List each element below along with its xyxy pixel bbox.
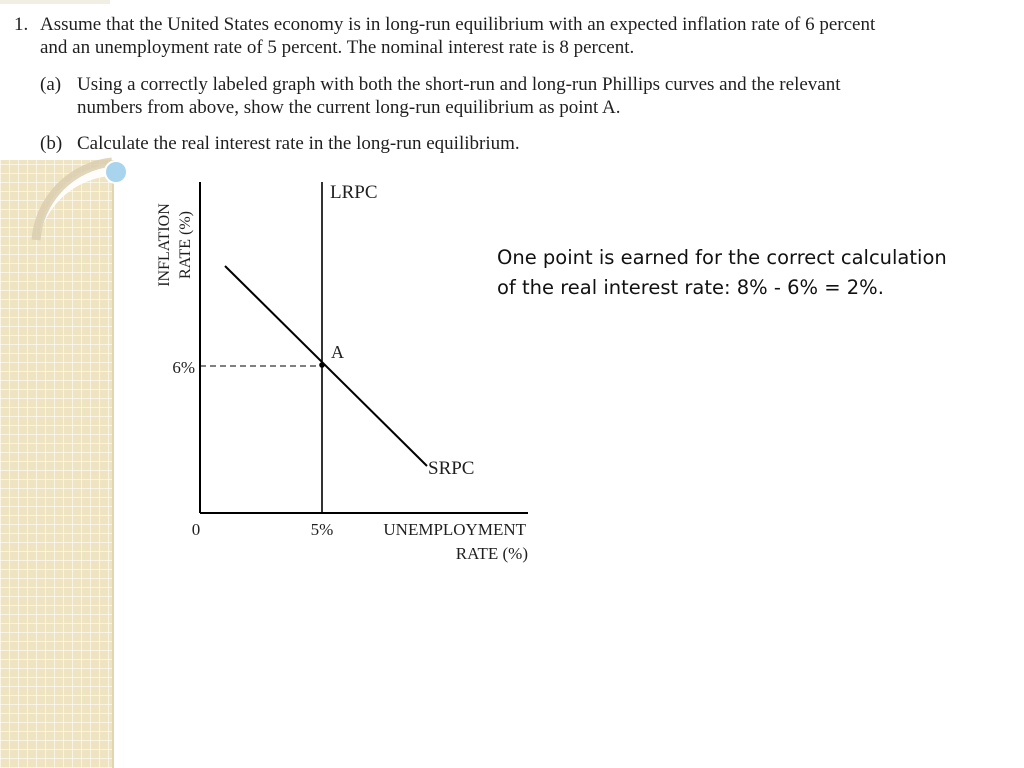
lrpc-label: LRPC (330, 182, 378, 203)
part-a-text-line: Using a correctly labeled graph with both the short-run and long-run Phillips curves and the relevant (77, 74, 841, 95)
part-a-text-line: numbers from above, show the current long-run equilibrium as point A. (77, 97, 621, 118)
decorative-ring (0, 150, 140, 270)
y-axis-label-line: INFLATION (156, 203, 173, 287)
question-text-line: and an unemployment rate of 5 percent. The nominal interest rate is 8 percent. (40, 37, 635, 58)
scoring-note (497, 243, 1007, 303)
phillips-curve-graph (140, 168, 540, 568)
question-text-line: Assume that the United States economy is in long-run equilibrium with an expected inflation rate of 6 percent (40, 14, 876, 35)
part-a-label: (a) (40, 74, 62, 95)
srpc-label: SRPC (428, 458, 475, 479)
scoring-note-line: of the real interest rate: 8% - 6% = 2%. (497, 276, 884, 299)
y-tick-label: 6% (172, 358, 195, 377)
point-a-label: A (331, 342, 344, 362)
x-axis-label-line: UNEMPLOYMENT (383, 520, 526, 539)
scoring-note-line: One point is earned for the correct calculation (497, 246, 947, 269)
decorative-ring-dot (105, 161, 127, 183)
part-b-label: (b) (40, 133, 63, 154)
x-axis-label-line: RATE (%) (455, 544, 528, 563)
y-axis-label-line: RATE (%) (177, 211, 194, 279)
origin-label: 0 (191, 520, 201, 539)
question-number: 1. (14, 14, 29, 35)
question-block (0, 0, 1024, 160)
equilibrium-point-a (319, 362, 325, 368)
x-tick-label: 5% (310, 520, 334, 539)
part-b-text-line: Calculate the real interest rate in the long-run equilibrium. (77, 133, 520, 154)
